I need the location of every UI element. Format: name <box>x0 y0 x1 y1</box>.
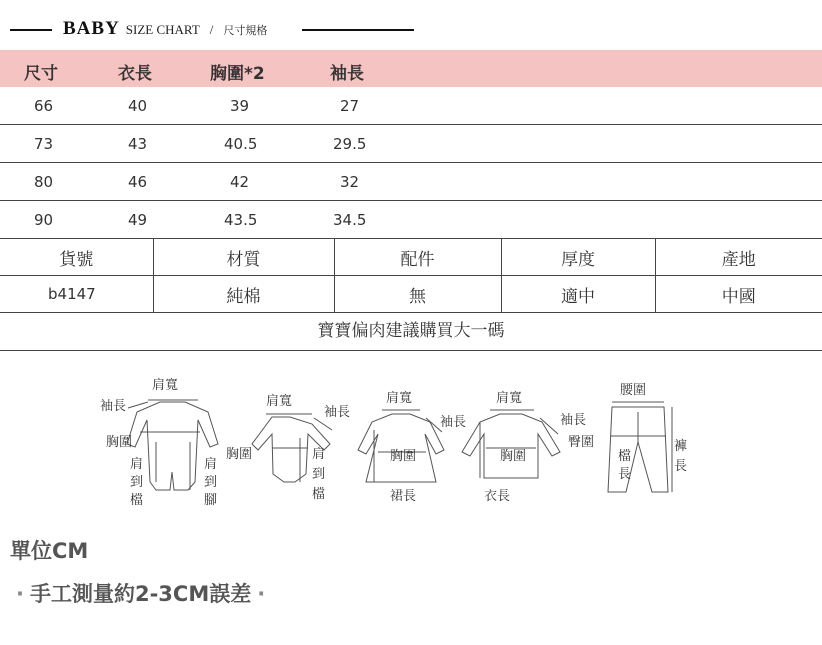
top-length-label: 衣長 <box>484 489 511 504</box>
pants-length-char: 褲 <box>674 439 688 454</box>
size-chart-zh-label: 尺寸規格 <box>223 24 268 37</box>
bodysuit-shoulder-label: 肩寬 <box>266 394 293 409</box>
dress-diagram <box>358 410 444 482</box>
table-row <box>0 276 822 313</box>
romper-foot-char: 肩 <box>204 457 218 472</box>
measurement-diagrams-svg <box>90 372 710 522</box>
top-shoulder-label: 肩寬 <box>496 391 523 406</box>
top-sleeve-line <box>540 418 558 434</box>
pants-hip-label: 臀圍 <box>568 435 595 450</box>
dress-outline-icon <box>358 414 444 482</box>
dress-chest-label: 胸圍 <box>390 449 417 464</box>
top-chest-label: 胸圍 <box>500 449 527 464</box>
header-line-right <box>302 29 414 31</box>
table-row <box>0 201 822 239</box>
info-value-thickness: 適中 <box>501 276 655 313</box>
table-row <box>0 239 822 276</box>
table-cell: 73 <box>34 135 54 153</box>
bodysuit-crotch-char: 肩 <box>312 447 326 462</box>
table-cell: 42 <box>230 173 250 191</box>
size-advice-note: 寶寶偏肉建議購買大一碼 <box>0 313 822 351</box>
column-header-sleeve: 袖長 <box>330 64 364 84</box>
bodysuit-chest-label: 胸圍 <box>226 447 253 462</box>
table-cell: 46 <box>128 173 148 191</box>
size-table-header <box>0 50 822 87</box>
table-row <box>0 87 822 125</box>
pants-crotch-char: 長 <box>618 467 632 482</box>
info-header-material: 材質 <box>153 239 334 276</box>
bullet-dot: · <box>16 582 24 606</box>
product-info-table <box>0 238 822 313</box>
table-cell: 80 <box>34 173 54 191</box>
romper-crotch-char: 肩 <box>130 457 144 472</box>
info-value-item-no: b4147 <box>0 276 153 313</box>
header-slash: / <box>209 22 214 37</box>
table-row <box>0 125 822 163</box>
table-cell: 29.5 <box>333 135 367 153</box>
baby-label: BABY <box>63 18 120 39</box>
info-header-item-no: 貨號 <box>0 239 153 276</box>
bodysuit-sleeve-label: 袖長 <box>324 405 351 420</box>
info-value-accessories: 無 <box>334 276 501 313</box>
table-cell: 40.5 <box>224 135 258 153</box>
bodysuit-crotch-char: 到 <box>312 467 326 482</box>
pants-crotch-char: 檔 <box>618 449 632 464</box>
measurement-error-note <box>10 578 271 608</box>
romper-crotch-char: 檔 <box>130 493 144 508</box>
top-diagram <box>462 410 560 478</box>
top-sleeve-label: 袖長 <box>560 413 587 428</box>
table-cell: 90 <box>34 211 54 229</box>
table-cell: 43.5 <box>224 211 258 229</box>
romper-sleeve-label: 袖長 <box>100 399 127 414</box>
header-title <box>63 18 267 40</box>
romper-shoulder-label: 肩寬 <box>152 378 179 393</box>
info-value-origin: 中國 <box>655 276 822 313</box>
table-cell: 39 <box>230 97 250 115</box>
romper-foot-char: 腳 <box>204 493 218 508</box>
size-chart-label: SIZE CHART <box>125 22 200 37</box>
romper-crotch-char: 到 <box>130 475 144 490</box>
measurement-diagrams <box>90 372 710 522</box>
dress-length-label: 裙長 <box>390 489 417 504</box>
dress-sleeve-label: 袖長 <box>440 415 467 430</box>
romper-chest-label: 胸圍 <box>106 435 133 450</box>
table-cell: 43 <box>128 135 148 153</box>
size-table <box>0 50 822 239</box>
table-row <box>0 163 822 201</box>
table-cell: 40 <box>128 97 148 115</box>
table-cell: 34.5 <box>333 211 367 229</box>
pants-waist-label: 腰圍 <box>620 383 647 398</box>
table-cell: 27 <box>340 97 360 115</box>
size-chart-header <box>0 18 822 42</box>
dress-shoulder-label: 肩寬 <box>386 391 413 406</box>
pants-length-char: 長 <box>674 459 688 474</box>
table-cell: 32 <box>340 173 360 191</box>
romper-foot-char: 到 <box>204 475 218 490</box>
info-value-material: 純棉 <box>153 276 334 313</box>
table-cell: 49 <box>128 211 148 229</box>
bodysuit-crotch-char: 檔 <box>312 487 326 502</box>
bullet-dot: · <box>257 582 266 606</box>
table-cell: 66 <box>34 97 54 115</box>
unit-label: 單位CM <box>10 539 89 563</box>
info-header-accessories: 配件 <box>334 239 501 276</box>
error-note-text: 手工測量約2-3CM誤差 <box>29 582 252 606</box>
romper-sleeve-line <box>128 402 148 408</box>
column-header-chest: 胸圍*2 <box>210 64 265 84</box>
top-outline-icon <box>462 414 560 478</box>
header-line-left <box>10 29 52 31</box>
info-header-thickness: 厚度 <box>501 239 655 276</box>
column-header-size: 尺寸 <box>24 64 58 84</box>
column-header-length: 衣長 <box>118 64 152 84</box>
info-header-origin: 產地 <box>655 239 822 276</box>
